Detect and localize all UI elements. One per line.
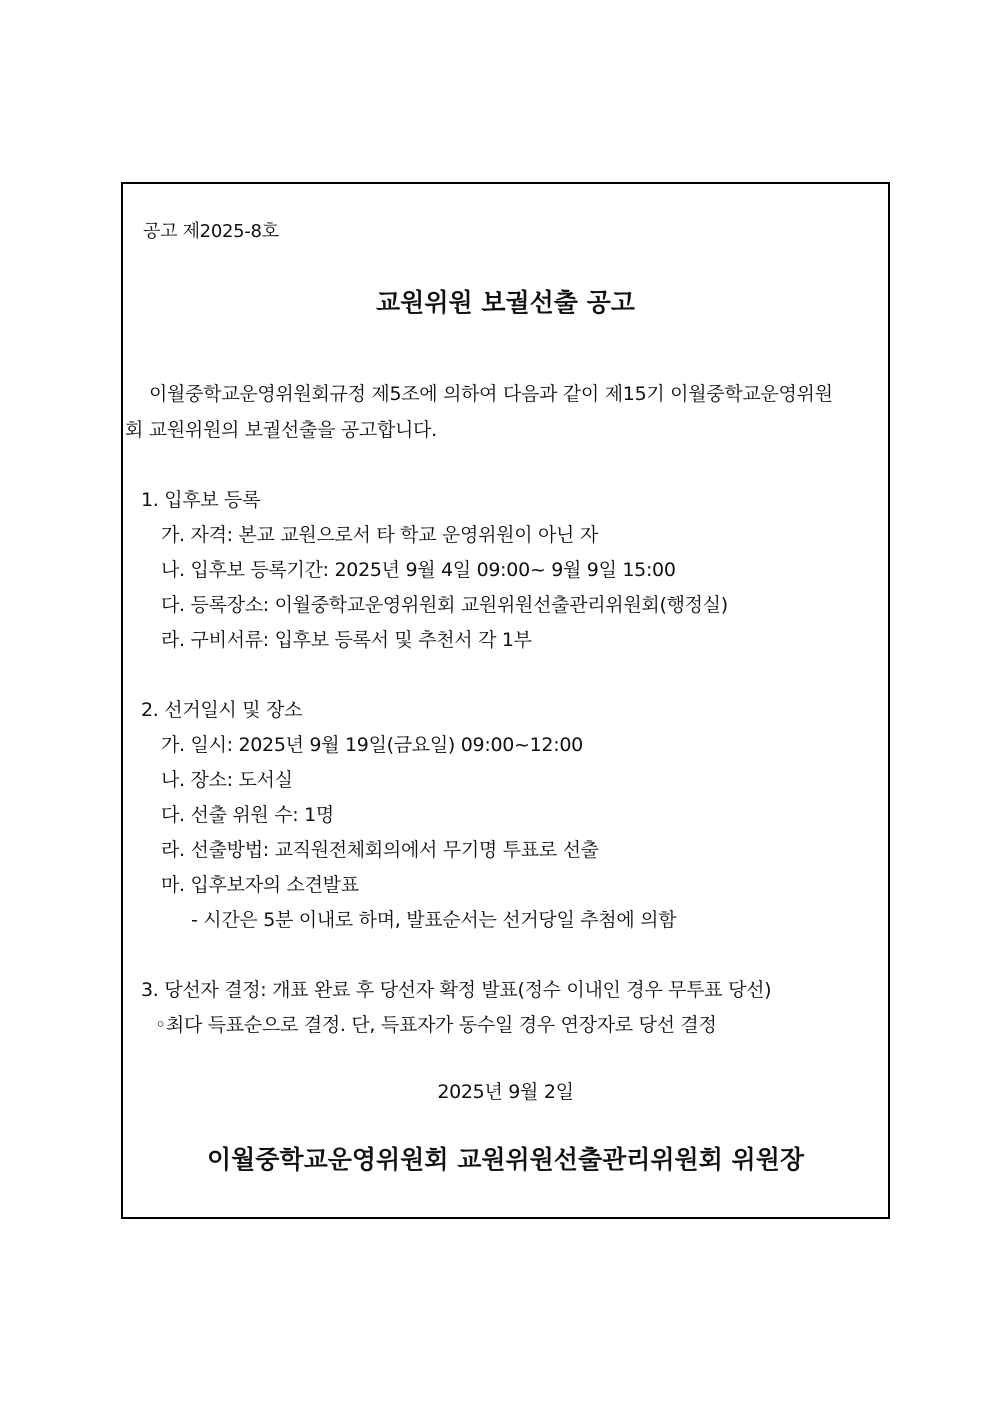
- section-2-sub-note: - 시간은 5분 이내로 하며, 발표순서는 선거당일 추첨에 의함: [191, 909, 677, 931]
- section-1-heading: 1. 입후보 등록: [141, 489, 261, 511]
- section-2-item: 가. 일시: 2025년 9월 19일(금요일) 09:00~12:00: [161, 734, 583, 756]
- section-1-item: 나. 입후보 등록기간: 2025년 9월 4일 09:00~ 9월 9일 15:00: [161, 559, 676, 581]
- intro-paragraph-line-1: 이월중학교운영위원회규정 제5조에 의하여 다음과 같이 제15기 이월중학교운영위원: [149, 383, 833, 405]
- section-2-item: 나. 장소: 도서실: [161, 769, 293, 791]
- section-2-item: 다. 선출 위원 수: 1명: [161, 804, 334, 826]
- section-3-heading: 3. 당선자 결정: 개표 완료 후 당선자 확정 발표(정수 이내인 경우 무투표 당선): [141, 979, 772, 1001]
- section-1-item: 다. 등록장소: 이월중학교운영위원회 교원위원선출관리위원회(행정실): [161, 594, 728, 616]
- notice-number: 공고 제2025-8호: [143, 221, 279, 242]
- section-2-item: 마. 입후보자의 소견발표: [161, 874, 359, 896]
- notice-date: 2025년 9월 2일: [437, 1081, 574, 1103]
- intro-paragraph-line-2: 회 교원위원의 보궐선출을 공고합니다.: [125, 419, 437, 441]
- notice-title: 교원위원 보궐선출 공고: [376, 288, 635, 317]
- section-3-bullet: ◦최다 득표순으로 결정. 단, 득표자가 동수일 경우 연장자로 당선 결정: [155, 1014, 717, 1036]
- section-1-item: 가. 자격: 본교 교원으로서 타 학교 운영위원이 아닌 자: [161, 524, 598, 546]
- notice-document: [121, 182, 890, 1219]
- section-2-item: 라. 선출방법: 교직원전체회의에서 무기명 투표로 선출: [161, 839, 599, 861]
- signature-line: 이월중학교운영위원회 교원위원선출관리위원회 위원장: [206, 1145, 804, 1174]
- section-1-item: 라. 구비서류: 입후보 등록서 및 추천서 각 1부: [161, 629, 532, 651]
- section-2-heading: 2. 선거일시 및 장소: [141, 699, 303, 721]
